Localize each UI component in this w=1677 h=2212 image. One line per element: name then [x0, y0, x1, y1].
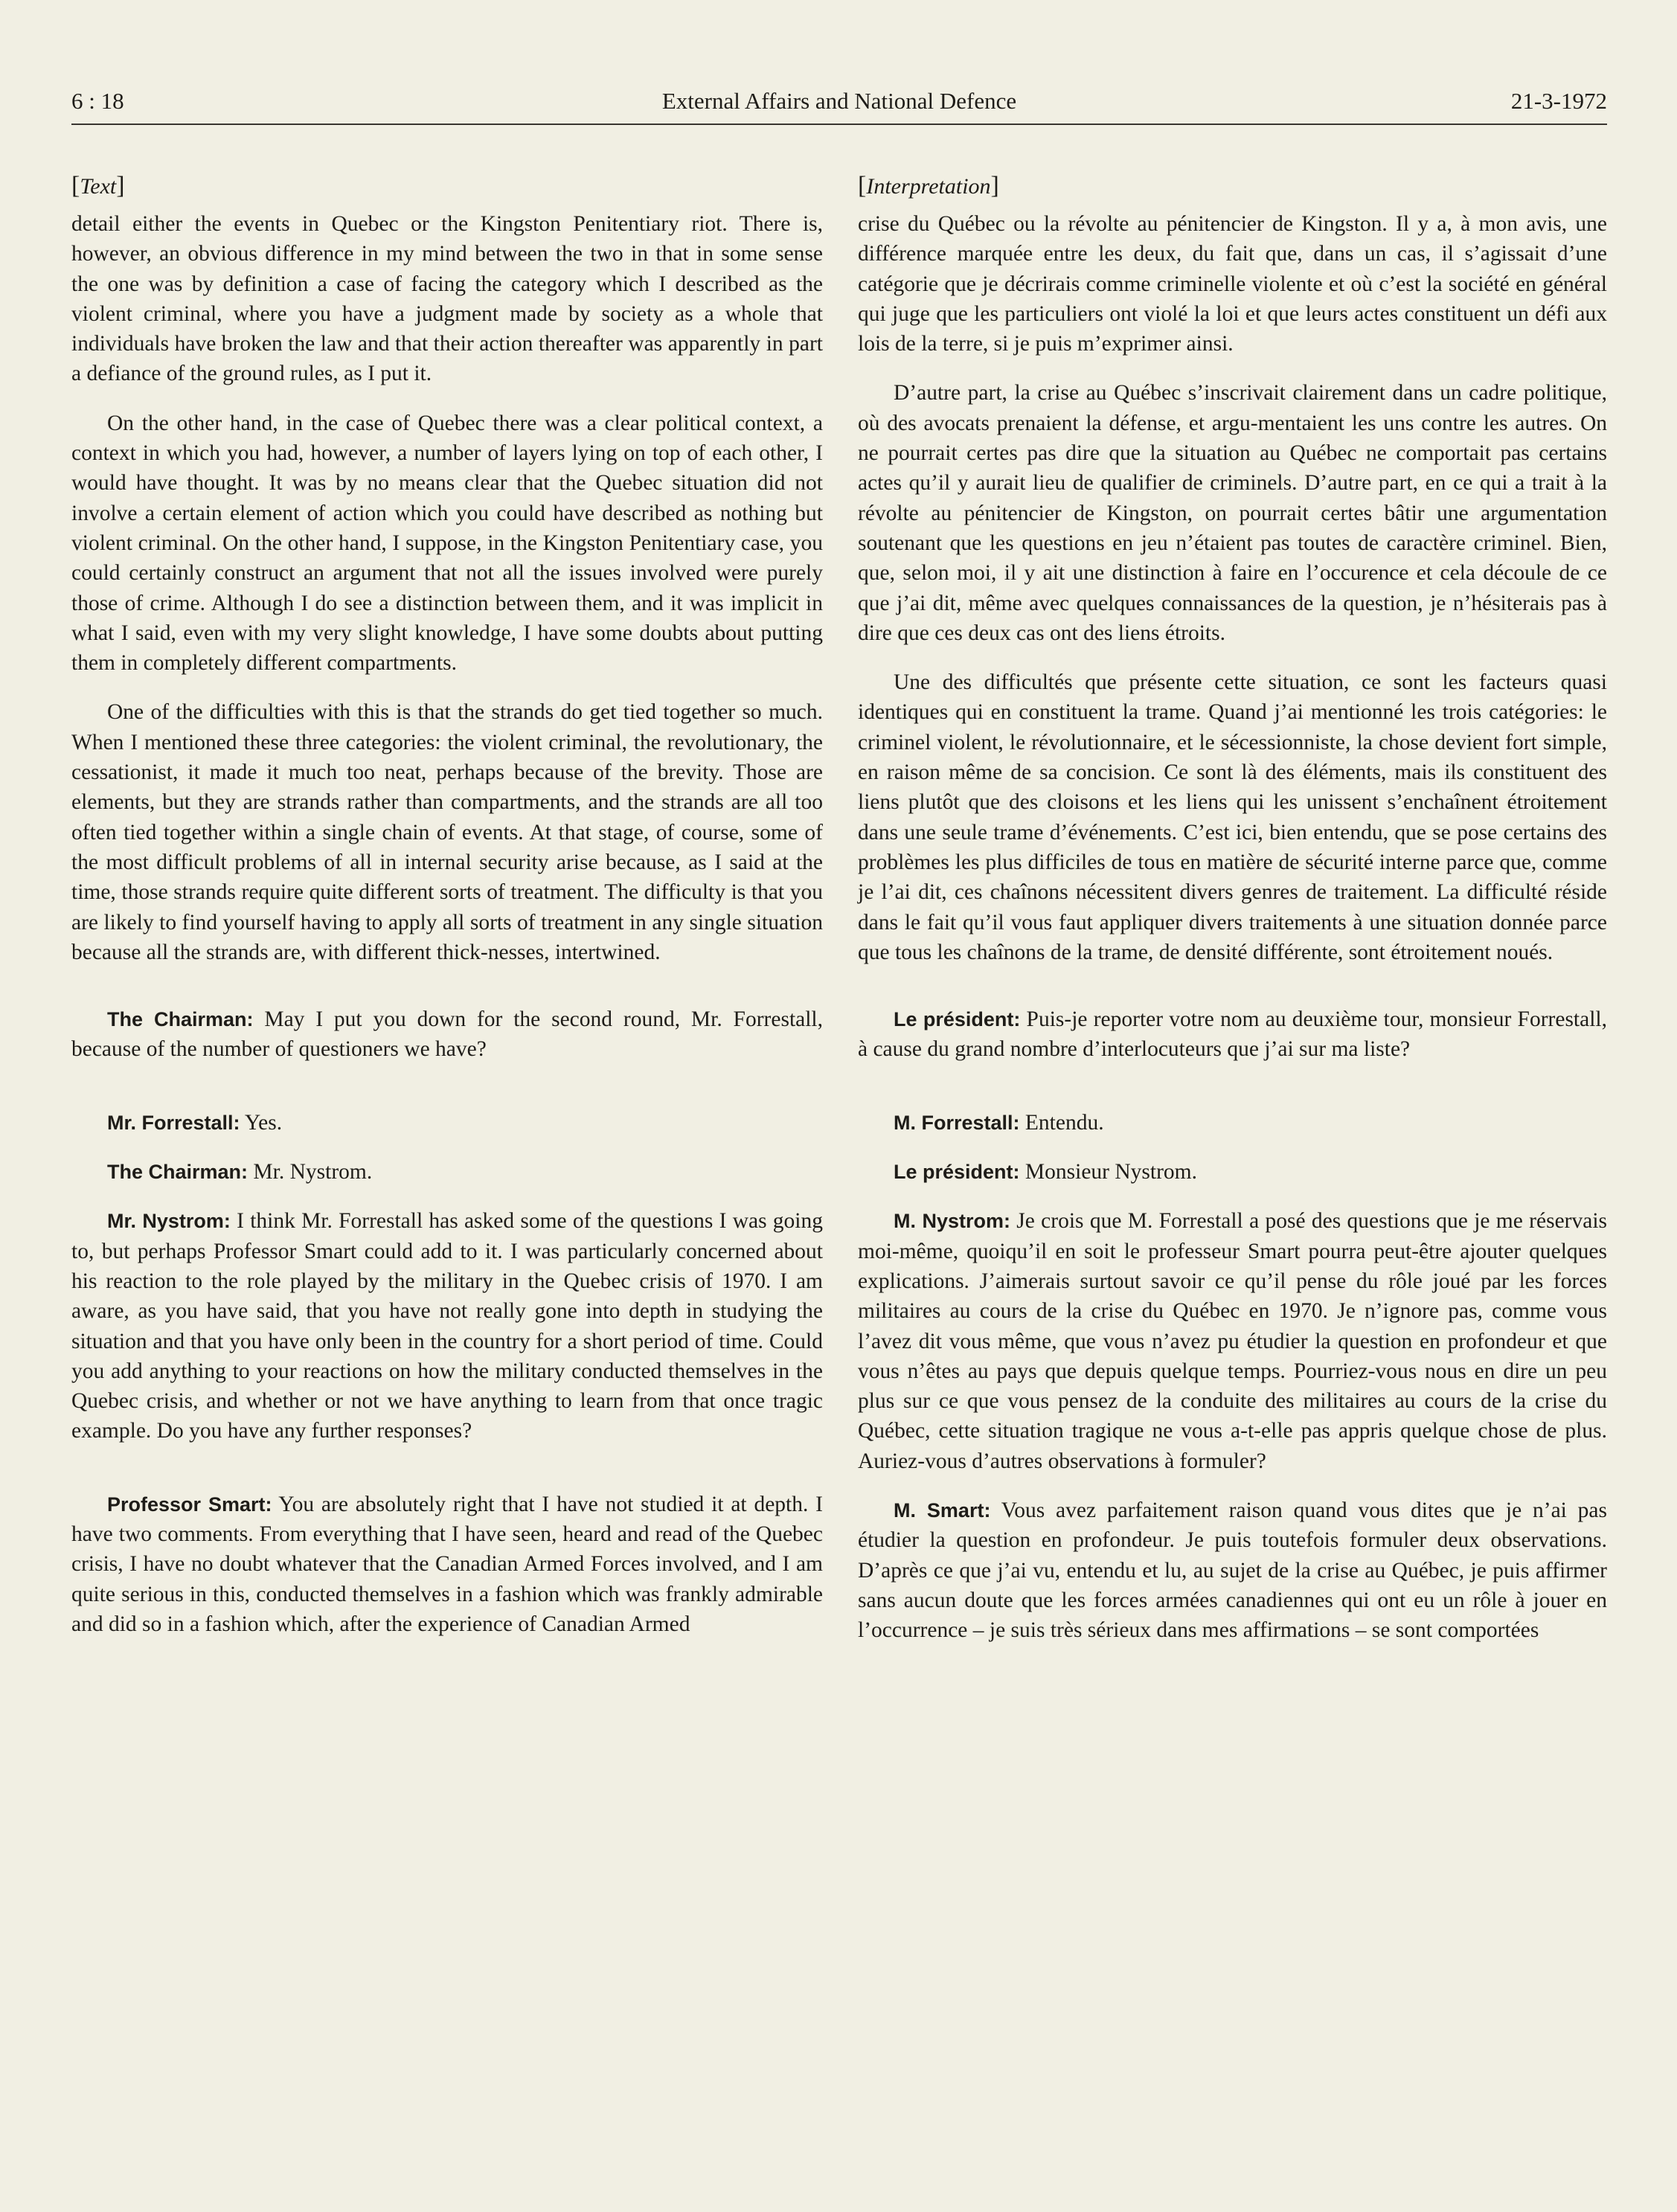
speech-paragraph: [858, 1495, 1607, 1645]
speech-paragraph: [858, 1108, 1607, 1138]
french-column: [858, 170, 1607, 1645]
paragraph: detail either the events in Quebec or the Kingston Penitentiary riot. There is, however, an obvious difference in my mind between the two in that in some sense the one was by definition a case of facing the category which I described as the violent criminal, where you have a judgment made by society as a whole that individuals have broken the law and that their action thereafter was apparently in part a defiance of the ground rules, as I put it.: [71, 212, 823, 386]
speaker-name: Le président:: [894, 1008, 1021, 1031]
speech-paragraph: [71, 1108, 823, 1138]
speech-text: Entendu.: [1019, 1110, 1104, 1135]
english-column: [71, 170, 823, 1639]
speech-text: You are absolutely right that I have not studied it at depth. I have two comments. From everything that I have seen, heard and read of the Quebec crisis, I have no doubt whatever that the Canadian Armed Forces involved, and I am quite serious in this, conducted themselves in a fashion which was frankly admirable and did so in a fashion which, after the experience of Canadian Armed: [71, 1492, 823, 1636]
speech-text: Vous avez parfaitement raison quand vous dites que je n’ai pas étudier la question en profondeur. Je puis toutefois formuler deux observations. D’après ce que j’ai vu, entendu et lu, au sujet de la crise au Québec, je puis affirmer sans aucun doute que les forces armées canadiennes qui ont eu un rôle à jouer en l’occurrence – je suis très sérieux dans mes affirmations – se sont comportées: [858, 1498, 1607, 1643]
header-rule: [71, 124, 1607, 125]
speaker-name: Professor Smart:: [107, 1493, 272, 1516]
speech-text: Puis-je reporter votre nom au deuxième tour, monsieur Forrestall, à cause du grand nombre d’interlocuteurs que j’ai sur ma liste?: [858, 1007, 1607, 1062]
speaker-name: Mr. Nystrom:: [107, 1210, 231, 1233]
speech-paragraph: [71, 1490, 823, 1639]
header-date: 21-3-1972: [1510, 88, 1607, 114]
speech-text: Je crois que M. Forrestall a posé des questions que je me réservais moi-même, quoiqu’il en soit le professeur Smart pourra peut-être ajouter quelques explications. J’aimerais surtout savoir ce qu’il pense du rôle joué par les forces militaires au cours de la crise du Québec en 1970. Je n’ignore pas, comme vous l’avez dit vous même, que vous n’avez pu étudier la question en profondeur et que vous n’êtes au pays que depuis quelque temps. Pourriez-vous nous en dire un peu plus sur ce que vous pensez de la conduite des militaires au cours de la crise du Québec, cette situation tragique ne vous a-t-elle pas appris quelque chose de plus. Auriez-vous d’autres observations à formuler?: [858, 1209, 1608, 1473]
speech-paragraph: [71, 1004, 823, 1065]
speech-paragraph: [71, 1157, 823, 1187]
speaker-name: The Chairman:: [107, 1161, 248, 1184]
text-tag-label: Text: [80, 174, 117, 199]
paragraph: D’autre part, la crise au Québec s’inscrivait clairement dans un cadre politique, où des avocats prenaient la défense, et argu-mentaient les uns contre les autres. On ne pourrait certes pas dire que la situation au Québec ne comportait pas certains actes qu’il y aurait lieu de qualifier de criminels. D’autre part, en ce qui a trait à la révolte au pénitencier de Kingston, on pourrait certes bâtir une argumentation soutenant que les questions en jeu n’étaient pas toutes de caractère criminel. Bien, que, selon moi, il y ait une distinction à faire en l’occurence et cela découle de ce que j’ai dit, même avec quelques connaissances de la question, je n’hésiterais pas à dire que ces deux cas ont des liens étroits.: [858, 381, 1607, 645]
speech-text: Yes.: [240, 1110, 283, 1135]
paragraph: Une des difficultés que présente cette situation, ce sont les facteurs quasi identiques qui en constituent la trame. Quand j’ai mentionné les trois catégories: le criminel violent, le révolutionnaire, et le sécessionniste, la chose devient fort simple, en raison même de sa concision. Ce sont là des éléments, mais ils constituent des liens plutôt que des cloisons et les liens qui les unissent s’enchaînent étroitement dans une seule trame d’événements. C’est ici, bien entendu, que se pose certains des problèmes les plus difficiles de tous en matière de sécurité interne parce que, comme je l’ai dit, ces chaînons nécessitent divers genres de traitement. La difficulté réside dans le fait qu’il vous faut appliquer divers traitements à une situation donnée parce que tous les chaînons de la trame, de densité différente, sont étroitement noués.: [858, 670, 1607, 964]
speaker-name: M. Smart:: [894, 1498, 991, 1522]
speaker-name: M. Nystrom:: [894, 1210, 1010, 1233]
speech-text: Monsieur Nystrom.: [1019, 1160, 1197, 1184]
speaker-name: M. Forrestall:: [894, 1111, 1020, 1134]
page-header: [71, 88, 1607, 125]
paragraph: crise du Québec ou la révolte au pénitencier de Kingston. Il y a, à mon avis, une différence marquée entre les deux, du fait que, dans un cas, il s’agissait d’une catégorie que je décrirais comme criminelle violente et où c’est la société en général qui juge que les particuliers ont violé la loi et que leurs actes constituent un défi aux lois de la terre, si je puis m’exprimer ainsi.: [858, 212, 1607, 356]
speech-paragraph: [71, 1206, 823, 1446]
interpretation-tag-label: Interpretation: [866, 174, 991, 199]
speech-text: Mr. Nystrom.: [248, 1160, 373, 1184]
speaker-name: Mr. Forrestall:: [107, 1111, 240, 1134]
text-tag: [Text]: [71, 172, 125, 199]
speech-paragraph: [858, 1157, 1607, 1187]
interpretation-tag: [Interpretation]: [858, 172, 999, 199]
speech-paragraph: [858, 1206, 1607, 1476]
page-number: 6 : 18: [71, 88, 124, 114]
speaker-name: Le président:: [894, 1161, 1020, 1184]
speaker-name: The Chairman:: [107, 1008, 254, 1031]
paragraph: One of the difficulties with this is that the strands do get tied together so much. When I mentioned these three categories: the violent criminal, the revolutionary, the cessationist, it made it much too neat, perhaps because of the brevity. Those are elements, but they are strands rather than compartments, and the strands are all too often tied together within a single chain of events. At that stage, of course, some of the most difficult problems of all in internal security arise because, as I said at the time, those strands require quite different sorts of treatment. The difficulty is that you are likely to find yourself having to apply all sorts of treatment in any single situation because all the strands are, with different thick-nesses, intertwined.: [71, 700, 823, 964]
speech-paragraph: [858, 1004, 1607, 1065]
paragraph: On the other hand, in the case of Quebec there was a clear political context, a context in which you had, however, a number of layers lying on top of each other, I would have thought. It was by no means clear that the Quebec situation did not involve a certain element of action which you could have described as nothing but violent criminal. On the other hand, I suppose, in the Kingston Penitentiary case, you could certainly construct an argument that not all the issues involved were purely those of crime. Although I do see a distinction between them, and it was implicit in what I said, even with my very slight knowledge, I have some doubts about putting them in completely different compartments.: [71, 411, 823, 676]
speech-text: May I put you down for the second round, Mr. Forrestall, because of the number of questioners we have?: [71, 1007, 823, 1062]
speech-text: I think Mr. Forrestall has asked some of the questions I was going to, but perhaps Professor Smart could add to it. I was particularly concerned about his reaction to the role played by the military in the Quebec crisis of 1970. I am aware, as you have said, that you have not really gone into depth in studying the situation and that you have only been in the country for a short period of time. Could you add anything to your reactions on how the military conducted themselves in the Quebec crisis, and whether or not we have anything to learn from that once tragic example. Do you have any further responses?: [71, 1209, 823, 1443]
running-title: External Affairs and National Defence: [661, 88, 1017, 114]
